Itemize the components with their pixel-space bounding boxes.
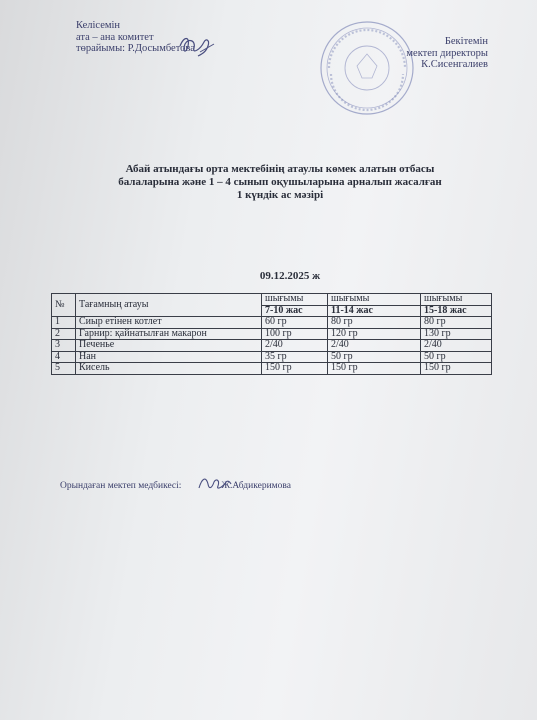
- row-yield-a: 60 гр: [262, 317, 328, 329]
- row-number: 1: [52, 317, 76, 329]
- row-yield-a: 100 гр: [262, 328, 328, 340]
- table-header-row: [52, 294, 492, 306]
- footer-signature-line: [60, 481, 291, 491]
- row-yield-b: 150 гр: [328, 363, 421, 375]
- row-yield-c: 50 гр: [421, 351, 492, 363]
- document-date: 09.12.2025 ж: [259, 270, 321, 282]
- row-yield-c: 130 гр: [421, 328, 492, 340]
- table-row: [52, 351, 492, 363]
- approval-right-line2: мектеп директоры: [406, 47, 488, 59]
- approval-right-line3: К.Сисенгалиев: [421, 59, 488, 70]
- footer-label: Орындаған мектеп медбикесі:: [60, 481, 182, 491]
- header-age-c: 15-18 жас: [421, 305, 492, 317]
- title-line1: Абай атындағы орта мектебінің атаулы көмек алатын отбасы: [125, 163, 435, 175]
- row-yield-b: 80 гр: [328, 317, 421, 329]
- nurse-signature-icon: [196, 472, 234, 494]
- row-yield-a: 35 гр: [262, 351, 328, 363]
- approval-left-line1: Келісемін: [76, 20, 121, 31]
- menu-table: [51, 293, 492, 375]
- table-row: [52, 317, 492, 329]
- header-number: №: [52, 294, 76, 317]
- row-dish-name: Кисель: [76, 363, 262, 375]
- header-dish-name: Тағамның атауы: [76, 294, 262, 317]
- row-dish-name: Печенье: [76, 340, 262, 352]
- row-yield-c: 150 гр: [421, 363, 492, 375]
- row-number: 2: [52, 328, 76, 340]
- row-number: 3: [52, 340, 76, 352]
- header-yield-a: шығымы: [262, 294, 328, 306]
- approval-right-block: [378, 36, 488, 71]
- header-age-b: 11-14 жас: [328, 305, 421, 317]
- header-age-a: 7-10 жас: [262, 305, 328, 317]
- row-dish-name: Сиыр етінен котлет: [76, 317, 262, 329]
- row-dish-name: Нан: [76, 351, 262, 363]
- approval-right-line1: Бекітемін: [444, 36, 488, 47]
- signature-icon: [176, 32, 218, 62]
- footer-name: Ж.Абдикеримова: [221, 481, 291, 491]
- row-yield-a: 2/40: [262, 340, 328, 352]
- row-yield-c: 2/40: [421, 340, 492, 352]
- approval-left-line3: төрайымы: Р.Досымбетова: [76, 43, 195, 54]
- title-line3: 1 күндік ас мәзірі: [236, 189, 324, 201]
- row-number: 4: [52, 351, 76, 363]
- row-number: 5: [52, 363, 76, 375]
- row-yield-b: 120 гр: [328, 328, 421, 340]
- title-line2: балаларына және 1 – 4 сынып оқушыларына арналып жасалған: [118, 176, 442, 188]
- document-title: [60, 163, 500, 202]
- row-dish-name: Гарнир: қайнатылған макарон: [76, 328, 262, 340]
- header-yield-c: шығымы: [421, 294, 492, 306]
- row-yield-c: 80 гр: [421, 317, 492, 329]
- row-yield-b: 2/40: [328, 340, 421, 352]
- table-row: [52, 328, 492, 340]
- row-yield-a: 150 гр: [262, 363, 328, 375]
- header-yield-b: шығымы: [328, 294, 421, 306]
- table-row: [52, 363, 492, 375]
- approval-left-line2: ата – ана комитет: [76, 31, 154, 43]
- row-yield-b: 50 гр: [328, 351, 421, 363]
- table-row: [52, 340, 492, 352]
